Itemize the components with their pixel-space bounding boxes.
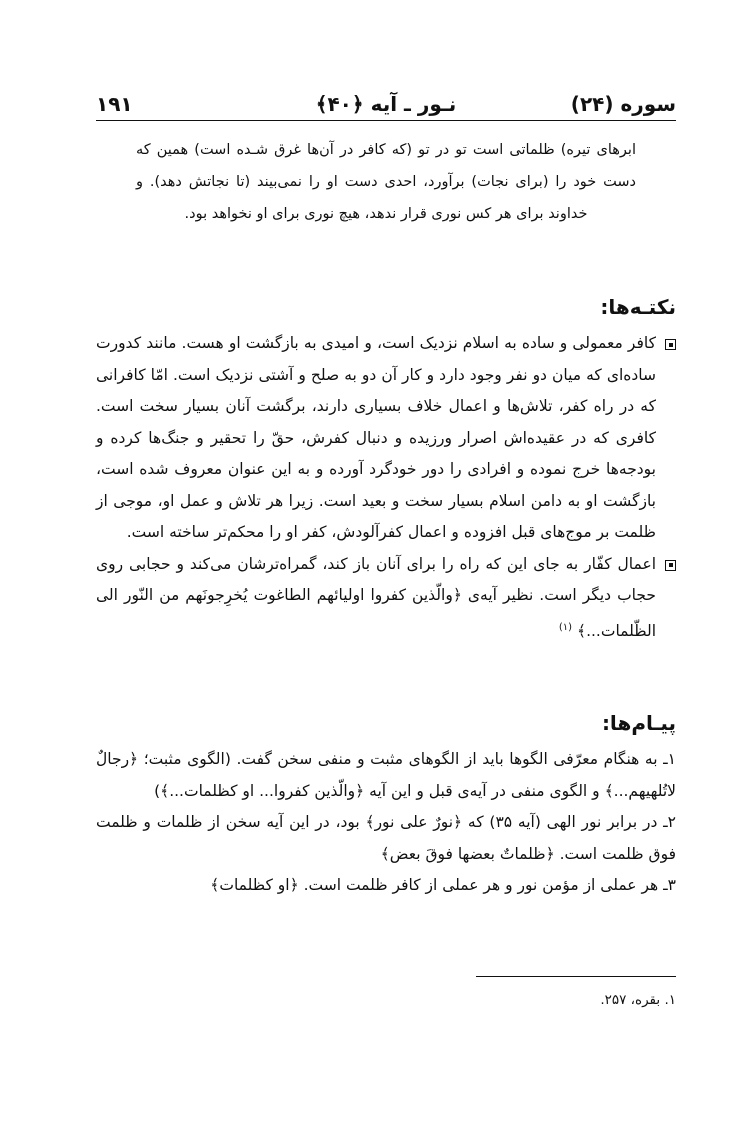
square-bullet-icon	[665, 560, 676, 571]
message-item: ۳ـ هر عملی از مؤمن نور و هر عملی از كافر ظلمت است. ﴿او كظلمات﴾	[210, 876, 676, 894]
notes-heading: نكتـه‌ها:	[600, 295, 676, 319]
square-bullet-icon	[665, 339, 676, 350]
page-number: ۱۹۱	[96, 92, 133, 116]
note-item	[96, 549, 676, 648]
messages-list	[96, 744, 676, 902]
footnote: ۱. بقره، ۲۵۷.	[600, 992, 676, 1008]
surah-title: سوره (۲۴)	[570, 92, 676, 116]
header-rule	[96, 120, 676, 121]
footnote-marker: (۱)	[558, 621, 573, 633]
footnote-rule	[476, 976, 676, 977]
note-text: اعمال كفّار به جای این كه راه را برای آنان باز كند، گمراه‌ترشان می‌كند و حجابی روی حجاب دیگر است. نظیر آیه‌ی ﴿والّذین كفروا اولیائهم الطاغوت یُخرِجونَهم من النّور الی الظّلمات...﴾	[96, 554, 656, 640]
note-item	[96, 328, 676, 549]
message-item: ۱ـ به هنگام معرّفی الگوها باید از الگوهای مثبت و منفی سخن گفت. (الگوی مثبت؛ ﴿رجالٌ لاتُلهیهم...﴾ و الگوی منفی در آیه‌ی قبل و این آیه ﴿والّذین كفروا... او كظلمات...﴾)	[96, 750, 676, 800]
note-text: كافر معمولی و ساده به اسلام نزدیک است، و امیدی به بازگشت او هست. مانند كدورت ساده‌ای كه میان دو نفر وجود دارد و كار آن دو به صلح و آشتی نزدیک است. امّا كافرانی كه در راه كفر، تلاش‌ها و اعمال خلاف بسیاری دارند، برگشت آنان بسیار سخت است. كافری كه در عقیده‌اش اصرار ورزیده و دنبال كفرش، حقّ را تحقیر و جنگ‌ها كرده و بودجه‌ها خرج نموده و افرادی را دور خودگرد آورده و به این عنوان معروف شده است، بازگشت او به دامن اسلام بسیار سخت و بعید است. زیرا هر تلاش و عمل او، موجی از ظلمت بر موج‌های قبل افزوده و اعمال كفرآلودش، كفر او را محكم‌تر ساخته است.	[96, 334, 656, 541]
message-item: ۲ـ در برابر نور الهی (آیه ۳۵) كه ﴿نورٌ علی نور﴾ بود، در این آیه سخن از ظلمات و ظلمت فوق ظلمت است. ﴿ظلماتٌ بعضها فوقَ بعض﴾	[96, 813, 676, 863]
verse-translation: ابرهای تیره) ظلماتی است تو در تو (که کافر در آن‌ها غرق شـده است) همین که دست خود را (برای نجات) برآورد، احدی دست او را نمی‌بیند (تا نجاتش دهد). و خداوند برای هر کس نوری قرار ندهد، هیچ نوری برای او نخواهد بود.	[136, 142, 636, 222]
verse-title: نـور ـ آيه ﴿۴۰﴾	[315, 92, 457, 116]
page-header	[96, 90, 676, 118]
messages-heading: پيـام‌ها:	[601, 711, 676, 735]
notes-list	[96, 328, 676, 647]
book-page	[96, 84, 676, 1104]
